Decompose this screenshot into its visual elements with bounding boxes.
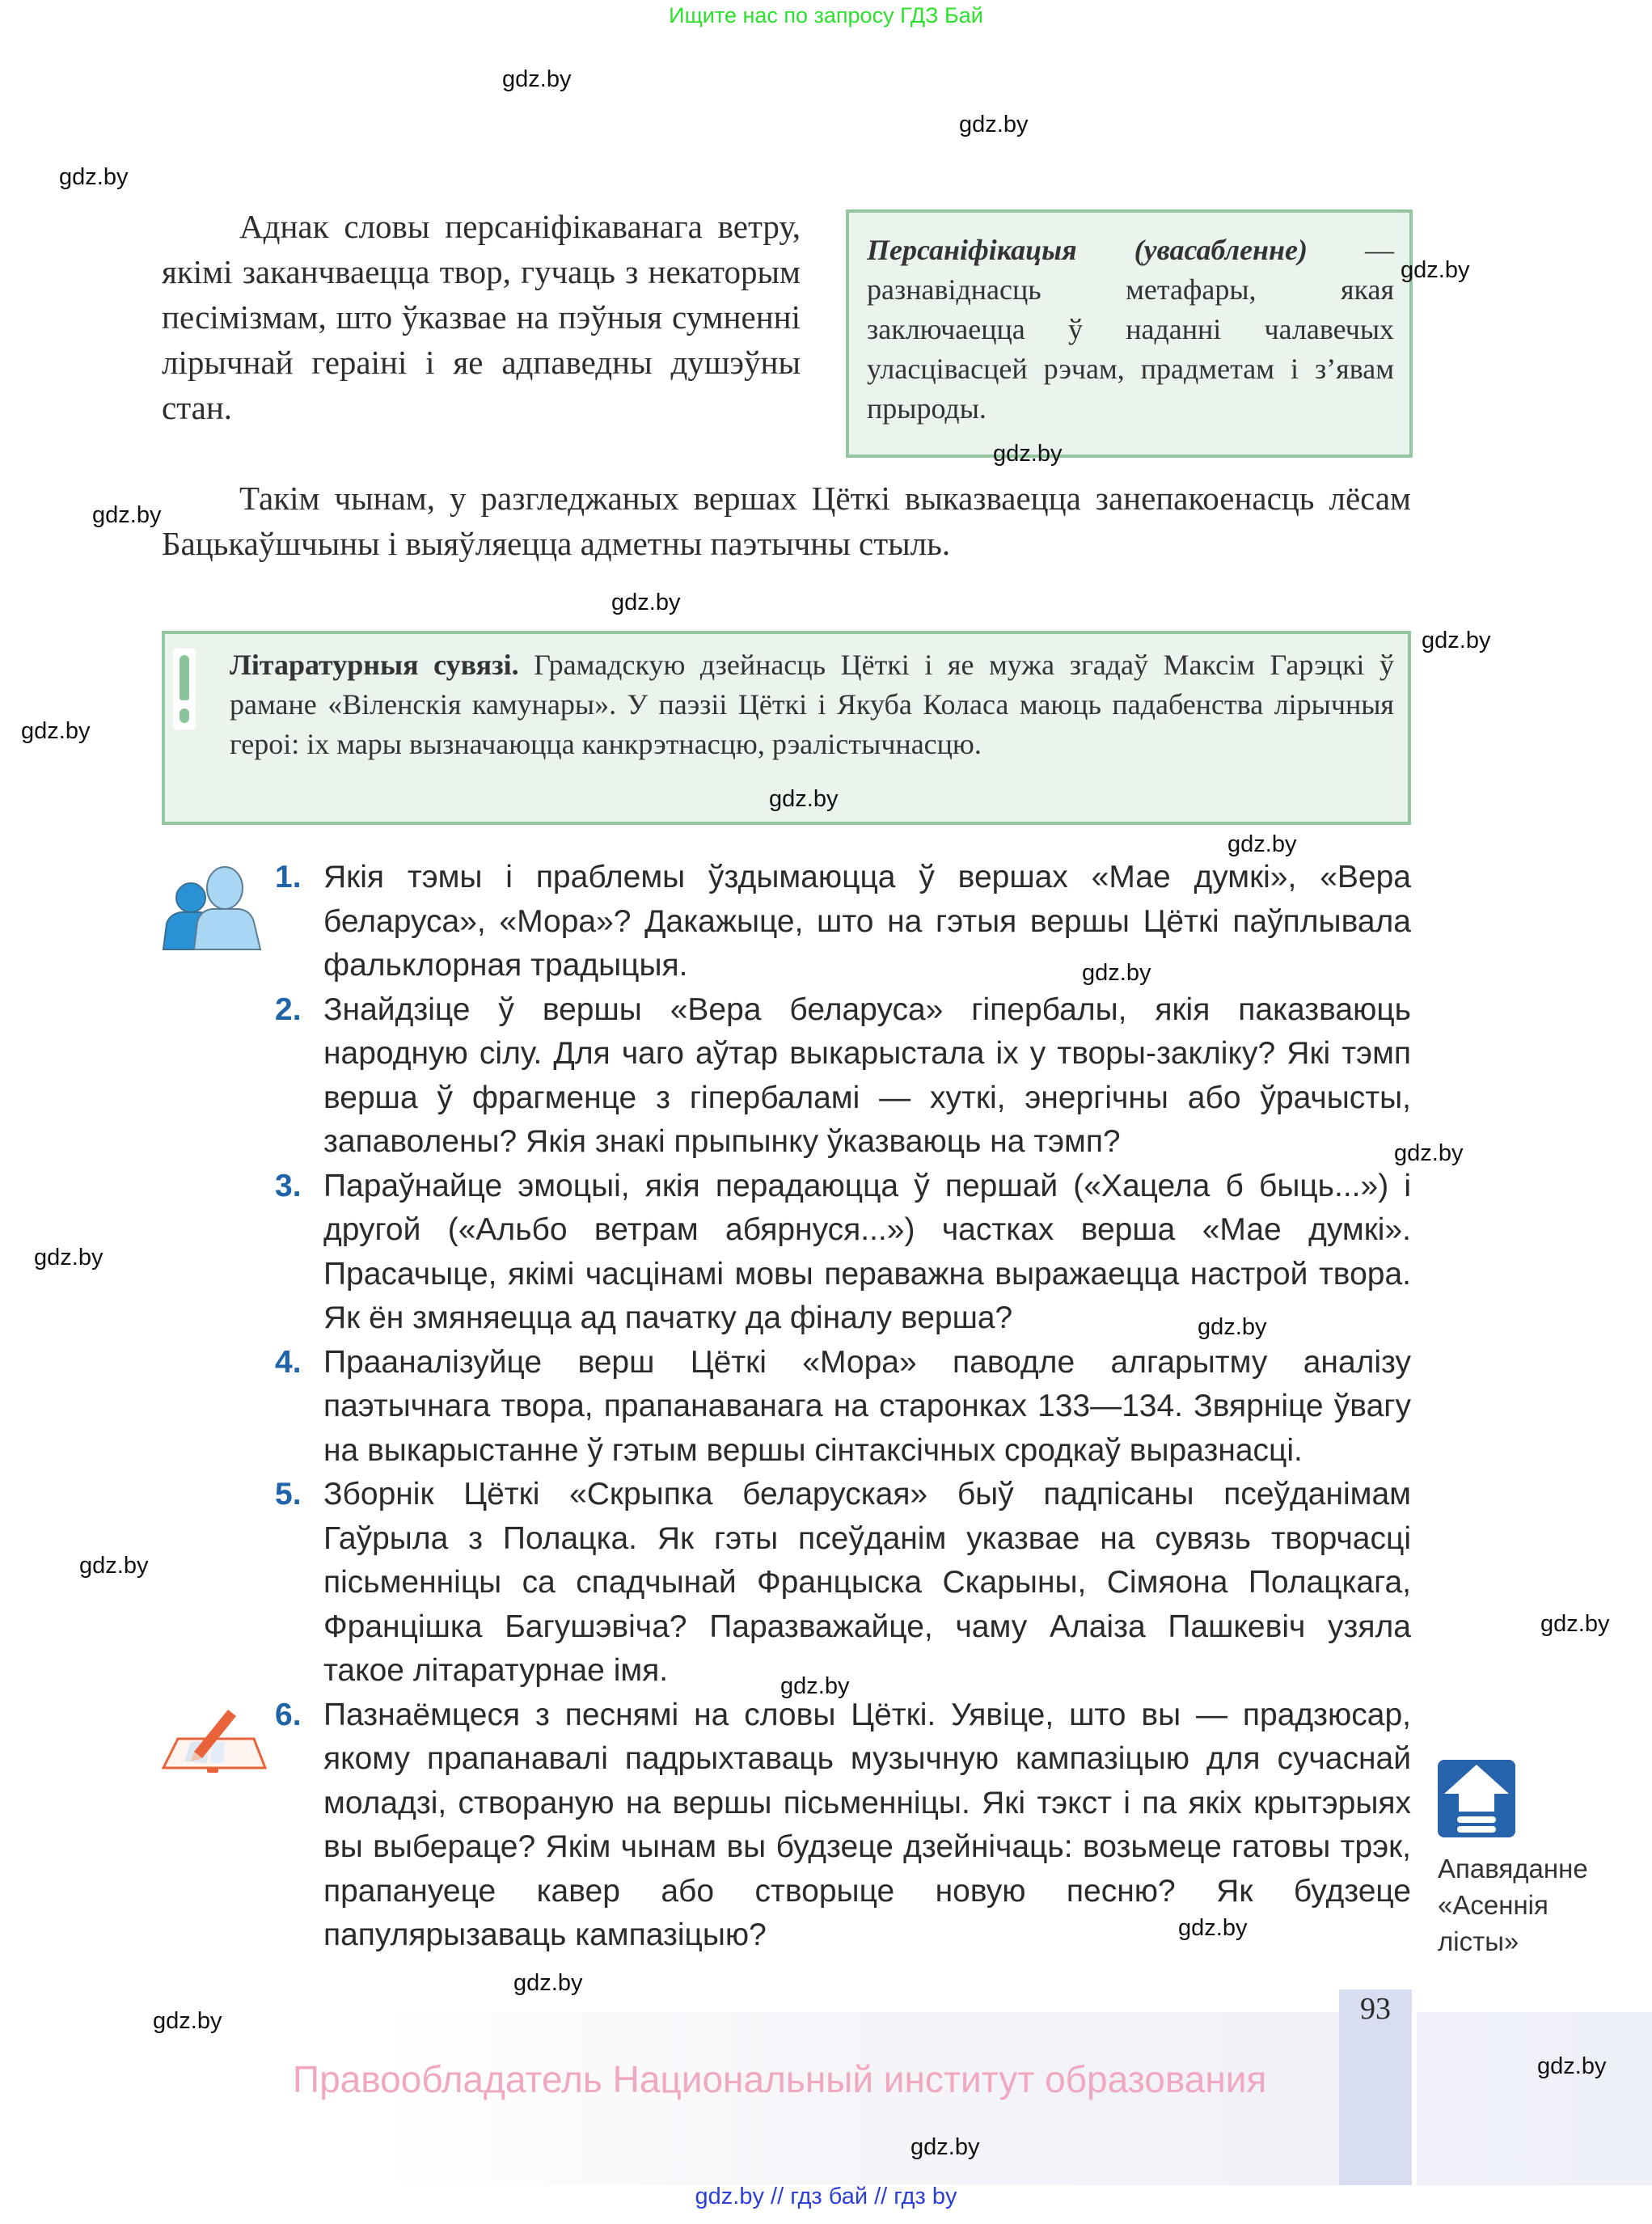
question-text: Пазнаёмцеся з песнямі на словы Цёткі. Уявіце, што вы — прадзюсар, якому прапанавалі падрыхтаваць музычную кампазіцыю для сучаснай моладзі, створаную на вершы пісьменніцы. Які тэкст і па якіх крытэрыях вы выбераце? Якім чынам вы будзеце дзейнічаць: возьмеце гатовы трэк, прапануеце кавер або створыце новую песню? Як будзеце папулярызаваць кампазіцыю? [323, 1697, 1411, 1952]
definition-term: Персаніфікацыя (увасабленне) [867, 234, 1308, 266]
copyright-notice: Правообладатель Национальный институт образования [293, 2058, 1267, 2100]
question-number: 1. [275, 860, 302, 894]
watermark-text: gdz.by [513, 1970, 583, 1996]
watermark-text: gdz.by [911, 2134, 980, 2160]
question-text: Прааналізуйце верш Цёткі «Мора» паводле алгарытму аналізу паэтычнага твора, прапанаванага на старонках 133—134. Звярніце ўвагу на выкарыстанне ў гэтым вершы сінтаксічных сродкаў выразнасці. [323, 1344, 1411, 1468]
watermark-text: gdz.by [780, 1673, 850, 1699]
definition-text: — разнавіднасць метафары, якая заключаецца ў наданні чалавечых уласцівасцей рэчам, прадметам і з’явам прыроды. [867, 234, 1394, 425]
watermark-text: gdz.by [34, 1245, 104, 1271]
question-text: Параўнайце эмоцыі, якія перадаюцца ў першай («Хацела б быць...») і другой («Альбо ветрам абярнуся...») частках верша «Мае думкі». Прасачыце, якімі часцінамі мовы пераважна выражаецца настрой твора. Як ён змяняецца ад пачатку да фіналу верша? [323, 1168, 1411, 1335]
literary-connections-content [230, 645, 1394, 764]
question-item [267, 856, 1411, 988]
footer-links[interactable]: gdz.by // гдз бай // гдз by [695, 2184, 957, 2209]
question-number: 4. [275, 1344, 302, 1380]
watermark-text: gdz.by [21, 718, 91, 744]
paragraph-conclusion [162, 476, 1411, 566]
question-number: 3. [275, 1168, 302, 1203]
watermark-text: gdz.by [769, 786, 839, 812]
watermark-text: gdz.by [92, 502, 162, 528]
question-item [267, 1341, 1411, 1474]
arrow-up-icon [1438, 1760, 1515, 1837]
page-number: 93 [1360, 1992, 1391, 2026]
watermark-text: gdz.by [959, 112, 1029, 137]
question-number: 5. [275, 1477, 302, 1512]
watermark-text: gdz.by [153, 2008, 222, 2034]
exclamation-dot [180, 708, 189, 723]
cross-reference-link[interactable] [1438, 1760, 1599, 1960]
watermark-text: gdz.by [1540, 1611, 1610, 1637]
literary-connections-heading: Літаратурныя сувязі. [230, 649, 519, 681]
paragraph-text: Аднак словы персаніфікаванага ветру, якімі заканчваецца твор, гучаць з некаторым песімізмам, што ўказвае на пэўныя сумненні лірычнай гераіні і яе адпаведны душэўны стан. [162, 208, 801, 426]
watermark-text: gdz.by [59, 164, 129, 190]
watermark-text: gdz.by [611, 590, 681, 615]
question-item [267, 988, 1411, 1165]
watermark-text: gdz.by [1082, 960, 1151, 986]
definition-content [867, 230, 1394, 429]
question-number: 6. [275, 1697, 302, 1732]
question-text: Зборнік Цёткі «Скрыпка беларуская» быў падпісаны псеўданімам Гаўрыла з Полацка. Як гэты псеўданім указвае на сувязь творчасці пісьменніцы са спадчынай Францыска Скарыны, Сімяона Полацкага, Францішка Багушэвіча? Паразважайце, чаму Алаіза Пашкевіч узяла такое літаратурнае імя. [323, 1477, 1411, 1688]
watermark-text: gdz.by [1401, 257, 1470, 283]
watermark-text: gdz.by [1227, 831, 1297, 857]
question-text: Знайдзіце ў вершы «Вера беларуса» гіпербалы, якія паказваюць народную сілу. Для чаго аўтар выкарыстала іх у творы-закліку? Які тэмп верша ў фрагменце з гіпербаламі — хуткі, энергічны або ўрачысты, запаволены? Якія знакі прыпынку ўказваюць на тэмп? [323, 991, 1411, 1159]
paragraph-personification [162, 204, 801, 430]
questions-list [267, 856, 1411, 1958]
watermark-text: gdz.by [1537, 2053, 1607, 2079]
watermark-text: gdz.by [993, 441, 1063, 467]
watermark-text: gdz.by [1422, 628, 1491, 653]
pencil-notebook-icon [160, 1706, 269, 1775]
exclamation-bar [180, 655, 189, 700]
question-text: Якія тэмы і праблемы ўздымаюцца ў вершах «Мае думкі», «Вера беларуса», «Мора»? Дакажыце, што на гэтыя вершы Цёткі паўплывала фальклорная традыцыя. [323, 860, 1411, 983]
literary-connections-text: Грамадскую дзейнасць Цёткі і яе мужа згадаў Максім Гарэцкі ў рамане «Віленскія камунары». У паэзіі Цёткі і Якуба Коласа маюць падабенства лірычныя героі: іх мары вызначаюцца канкрэтнасцю, рэалістычнасцю. [230, 649, 1394, 760]
question-item [267, 1473, 1411, 1693]
exclamation-icon [173, 649, 196, 729]
watermark-text: gdz.by [1394, 1140, 1464, 1166]
watermark-text: gdz.by [1198, 1314, 1267, 1340]
definition-box [846, 209, 1413, 458]
paragraph-text: Такім чынам, у разгледжаных вершах Цёткі выказваецца занепакоенасць лёсам Бацькаўшчыны і выяўляецца адметны паэтычны стыль. [162, 480, 1411, 562]
watermark-text: gdz.by [79, 1553, 149, 1579]
people-icon [160, 865, 265, 951]
watermark-text: gdz.by [1178, 1915, 1248, 1941]
watermark-text: gdz.by [502, 66, 572, 92]
cross-reference-label: Апавяданне «Асеннія лісты» [1438, 1854, 1588, 1956]
search-banner: Ищите нас по запросу ГДЗ Бай [669, 3, 983, 27]
question-number: 2. [275, 991, 302, 1027]
